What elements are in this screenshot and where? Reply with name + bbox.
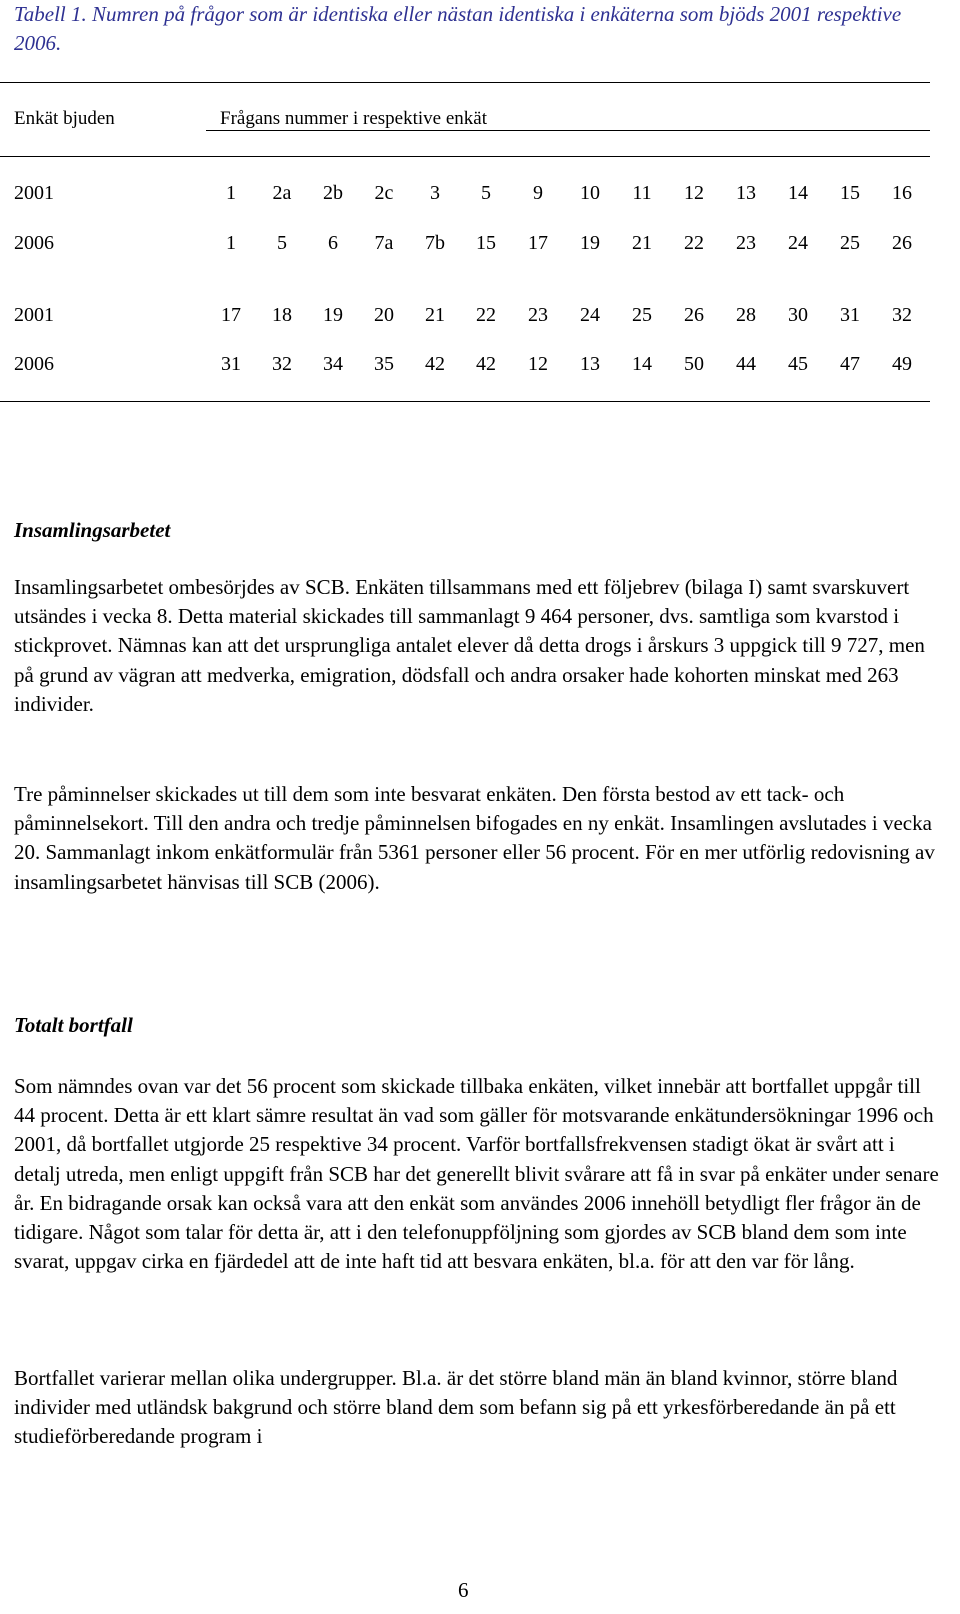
paragraph: Bortfallet varierar mellan olika undergrupper. Bl.a. är det större bland män än bland kvinnor, större bland individer med utländsk bakgrund och större bland dem som befann sig på ett yrkesförberedande än på ett studieförberedande program i <box>14 1366 898 1449</box>
table-cell: 3 <box>430 182 440 204</box>
table-caption: Tabell 1. Numren på frågor som är identiska eller nästan identiska i enkäterna som bjöds 2001 respektive 2006. <box>14 2 902 55</box>
table-cell: 23 <box>528 304 548 326</box>
table-cell: 19 <box>580 232 600 254</box>
table-cell: 23 <box>736 232 756 254</box>
table-cell: 24 <box>580 304 600 326</box>
table-cell: 5 <box>481 182 491 204</box>
header-bottom-rule <box>0 156 930 157</box>
table-cell: 31 <box>221 353 241 375</box>
table-cell: 1 <box>226 182 236 204</box>
table-cell: 19 <box>323 304 343 326</box>
table-cell: 45 <box>788 353 808 375</box>
paragraph: Som nämndes ovan var det 56 procent som skickade tillbaka enkäten, vilket innebär att bortfallet uppgår till 44 procent. Detta är ett klart sämre resultat än vad som gäller för motsvarande enkätundersökningar 1996 och 2001, då bortfallet utgjorde 25 respektive 34 procent. Varför bortfallsfrekvensen stadigt ökat är svårt att i detalj utreda, men enligt uppgift från SCB har det generellt blivit svårare att få in svar på enkäter under senare år. En bidragande orsak kan också vara att den enkät som användes 2006 innehöll betydligt fler frågor än de tidigare. Något som talar för detta är, att i den telefonuppföljning som gjordes av SCB bland dem som inte svarat, uppgav cirka en fjärdedel att de inte haft tid att besvara enkäten, bl.a. för att den var för lång. <box>14 1074 939 1274</box>
table-cell: 20 <box>374 304 394 326</box>
header-survey-year: Enkät bjuden <box>14 108 115 129</box>
table-cell: 10 <box>580 182 600 204</box>
table-cell: 5 <box>277 232 287 254</box>
table-cell: 2a <box>272 182 292 204</box>
table-cell: 1 <box>226 232 236 254</box>
table-cell: 32 <box>892 304 912 326</box>
table-cell: 13 <box>580 353 600 375</box>
table-top-rule <box>0 82 930 83</box>
table-cell: 24 <box>788 232 808 254</box>
paragraph: Insamlingsarbetet ombesörjdes av SCB. Enkäten tillsammans med ett följebrev (bilaga I) samt svarskuvert utsändes i vecka 8. Detta material skickades till sammanlagt 9 464 personer, dvs. samtliga som kvarstod i stickprovet. Nämnas kan att det ursprungliga antalet elever då detta drogs i årskurs 3 uppgick till 9 727, men på grund av vägran att medverka, emigration, dödsfall och andra orsaker hade kohorten minskat med 263 individer. <box>14 575 925 716</box>
table-cell: 50 <box>684 353 704 375</box>
table-bottom-rule <box>0 401 930 402</box>
paragraph: Tre påminnelser skickades ut till dem som inte besvarat enkäten. Den första bestod av ett tack- och påminnelsekort. Till den andra och tredje påminnelsen bifogades en ny enkät. Insamlingen avslutades i vecka 20. Sammanlagt inkom enkätformulär från 5361 personer eller 56 procent. För en mer utförlig redovisning av insamlingsarbetet hänvisas till SCB (2006). <box>14 782 935 894</box>
row-year: 2001 <box>14 182 54 204</box>
section-heading-insamlingsarbetet: Insamlingsarbetet <box>14 518 171 542</box>
header-question-numbers: Frågans nummer i respektive enkät <box>220 108 487 129</box>
table-cell: 31 <box>840 304 860 326</box>
table-cell: 44 <box>736 353 756 375</box>
table-cell: 30 <box>788 304 808 326</box>
table-row <box>0 232 960 256</box>
table-cell: 14 <box>632 353 652 375</box>
table-cell: 12 <box>528 353 548 375</box>
table-cell: 13 <box>736 182 756 204</box>
table-cell: 7a <box>374 232 394 254</box>
table-cell: 18 <box>272 304 292 326</box>
table-row <box>0 304 960 328</box>
table-cell: 35 <box>374 353 394 375</box>
table-cell: 21 <box>425 304 445 326</box>
table-cell: 6 <box>328 232 338 254</box>
table-cell: 14 <box>788 182 808 204</box>
row-year: 2001 <box>14 304 54 326</box>
table-cell: 22 <box>684 232 704 254</box>
table-cell: 11 <box>632 182 652 204</box>
table-cell: 17 <box>528 232 548 254</box>
table-cell: 21 <box>632 232 652 254</box>
table-cell: 2c <box>374 182 394 204</box>
table-cell: 22 <box>476 304 496 326</box>
table-cell: 2b <box>323 182 343 204</box>
table-cell: 15 <box>840 182 860 204</box>
table-cell: 42 <box>425 353 445 375</box>
row-year: 2006 <box>14 232 54 254</box>
table-cell: 9 <box>533 182 543 204</box>
table-cell: 17 <box>221 304 241 326</box>
table-row <box>0 353 960 377</box>
table-cell: 49 <box>892 353 912 375</box>
header-underline-rule <box>206 130 930 131</box>
table-cell: 16 <box>892 182 912 204</box>
table-cell: 32 <box>272 353 292 375</box>
table-cell: 26 <box>892 232 912 254</box>
table-cell: 25 <box>840 232 860 254</box>
table-cell: 7b <box>425 232 445 254</box>
table-cell: 25 <box>632 304 652 326</box>
table-row <box>0 182 960 206</box>
section-heading-totalt-bortfall: Totalt bortfall <box>14 1013 133 1037</box>
table-cell: 26 <box>684 304 704 326</box>
row-year: 2006 <box>14 353 54 375</box>
table-cell: 12 <box>684 182 704 204</box>
table-cell: 42 <box>476 353 496 375</box>
table-cell: 47 <box>840 353 860 375</box>
table-cell: 28 <box>736 304 756 326</box>
table-cell: 15 <box>476 232 496 254</box>
page-number: 6 <box>458 1578 469 1602</box>
table-cell: 34 <box>323 353 343 375</box>
